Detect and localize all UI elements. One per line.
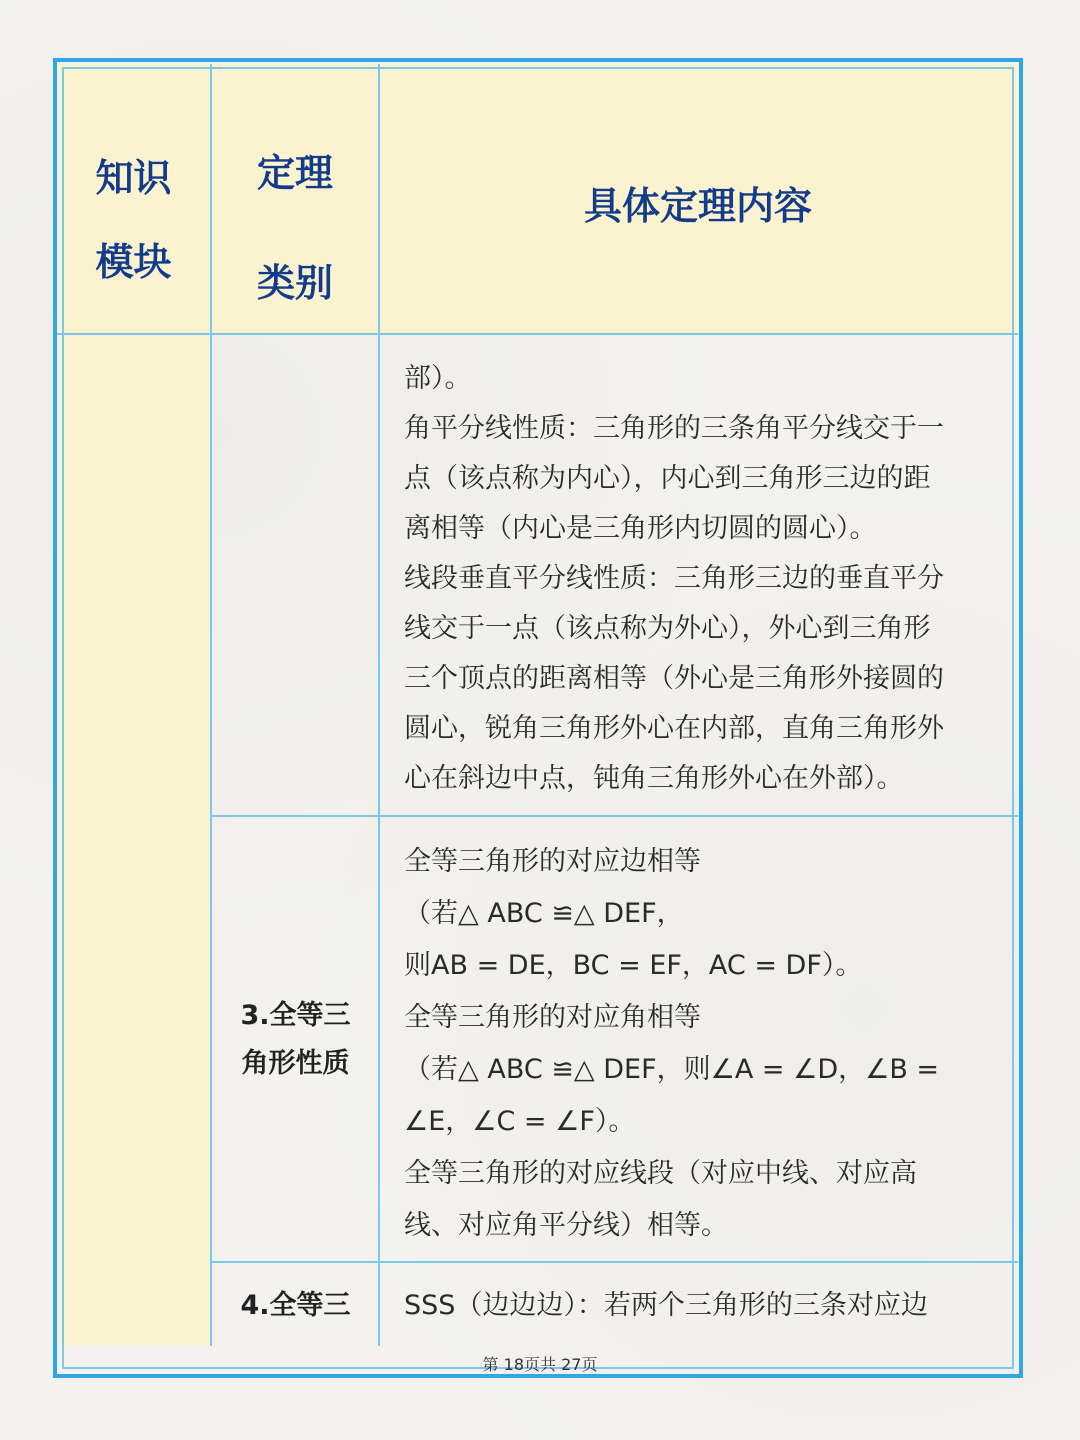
text-line: 则AB = DE，BC = EF，AC = DF）。 — [404, 950, 863, 981]
text-line: 心在斜边中点，钝角三角形外心在外部）。 — [404, 763, 904, 794]
header-col1-line1: 知识 — [95, 156, 172, 200]
row3-content — [404, 1281, 994, 1331]
category-line1: 4.全等三 — [240, 1290, 351, 1321]
row2-category — [213, 992, 378, 1088]
category-line2: 角形性质 — [241, 1048, 350, 1079]
header-col1-line2: 模块 — [95, 240, 172, 284]
text-line: 全等三角形的对应角相等 — [404, 1002, 701, 1033]
text-line: 部）。 — [404, 363, 472, 394]
text-line: 线交于一点（该点称为外心），外心到三角形 — [404, 613, 931, 644]
text-line: （若△ ABC ≌△ DEF，则∠A = ∠D，∠B = — [404, 1054, 940, 1085]
text-line: 线段垂直平分线性质：三角形三边的垂直平分 — [404, 563, 944, 594]
grid-line-v2 — [378, 64, 380, 1346]
text-line: 线、对应角平分线）相等。 — [404, 1210, 728, 1241]
text-line: SSS（边边边）：若两个三角形的三条对应边 — [404, 1290, 928, 1321]
header-col2-line1: 定理 — [256, 151, 333, 195]
text-line: ∠E，∠C = ∠F）。 — [404, 1106, 636, 1137]
header-col2 — [212, 118, 378, 338]
category-line1: 3.全等三 — [240, 1000, 351, 1031]
text-line: 角平分线性质：三角形的三条角平分线交于一 — [404, 413, 944, 444]
text-line: 圆心，锐角三角形外心在内部，直角三角形外 — [404, 713, 944, 744]
text-line: （若△ ABC ≌△ DEF， — [404, 898, 684, 929]
row2-content — [404, 836, 994, 1252]
row1-content — [404, 354, 994, 804]
row3-category — [213, 1282, 378, 1330]
text-line: 点（该点称为内心），内心到三角形三边的距 — [404, 463, 931, 494]
header-col3: 具体定理内容 — [583, 184, 812, 228]
text-line: 三个顶点的距离相等（外心是三角形外接圆的 — [404, 663, 944, 694]
grid-line-h-row2 — [210, 1261, 1018, 1263]
header-col2-line2: 类别 — [256, 261, 333, 305]
header-col1 — [57, 136, 210, 304]
page-number: 第 18页共 27页 — [482, 1355, 598, 1374]
text-line: 全等三角形的对应边相等 — [404, 846, 701, 877]
text-line: 离相等（内心是三角形内切圆的圆心）。 — [404, 513, 877, 544]
grid-line-h-header — [57, 333, 1018, 335]
text-line: 全等三角形的对应线段（对应中线、对应高 — [404, 1158, 917, 1189]
grid-line-h-row1 — [210, 815, 1018, 817]
